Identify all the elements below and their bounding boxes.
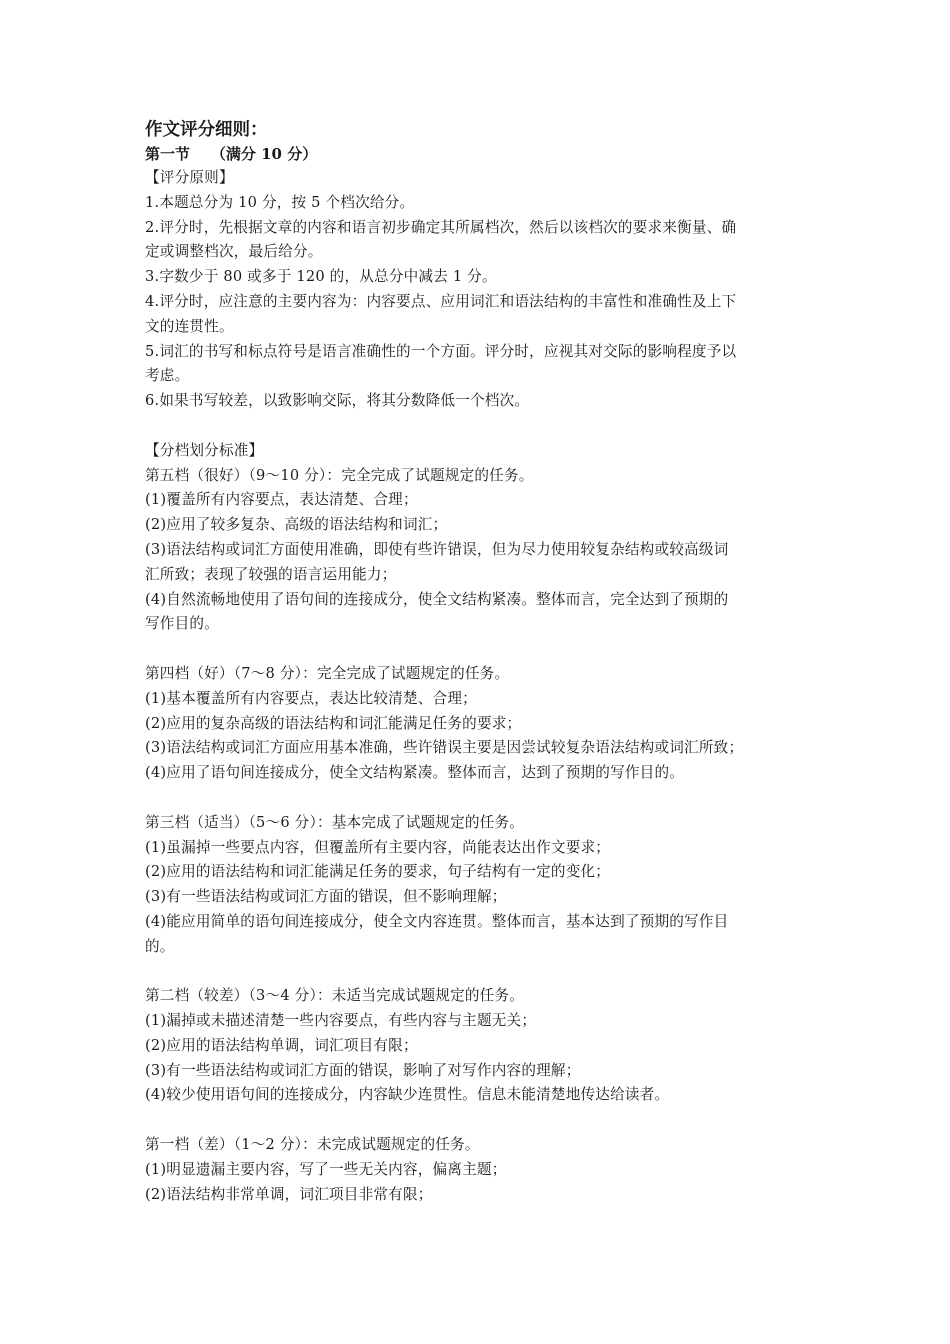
principle-line: 定或调整档次，最后给分。 [145,243,323,261]
principle-line: 文的连贯性。 [145,317,234,335]
grade-criterion: (2)语法结构非常单调，词汇项目非常有限； [145,1185,433,1203]
spacer [145,960,813,985]
grade-criterion: (3)有一些语法结构或词汇方面的错误，但不影响理解； [145,888,507,906]
grade-criterion: 写作目的。 [145,615,219,633]
spacer [145,637,813,662]
grade-criterion: (4)能应用简单的语句间连接成分，使全文内容连贯。整体而言，基本达到了预期的写作目 [145,912,729,930]
spacer [145,786,813,811]
grade-criterion: 汇所致；表现了较强的语言运用能力； [145,565,397,583]
grade-criterion: (3)有一些语法结构或词汇方面的错误，影响了对写作内容的理解； [145,1061,581,1079]
principle-line: 1.本题总分为 10 分，按 5 个档次给分。 [145,193,415,211]
principle-line: 3.字数少于 80 或多于 120 的，从总分中减去 1 分。 [145,268,497,286]
grade-criterion: (3)语法结构或词汇方面使用准确，即使有些许错误，但为尽力使用较复杂结构或较高级词 [145,540,729,558]
principle-line: 6.如果书写较差，以致影响交际，将其分数降低一个档次。 [145,392,530,410]
grade-heading: 第二档（较差）（3～4 分）：未适当完成试题规定的任务。 [145,987,525,1005]
principle-line: 2.评分时，先根据文章的内容和语言初步确定其所属档次，然后以该档次的要求来衡量、确 [145,218,737,236]
grade-criterion: (2)应用的复杂高级的语法结构和词汇能满足任务的要求； [145,714,522,732]
grade-criterion: (3)语法结构或词汇方面应用基本准确，些许错误主要是因尝试较复杂语法结构或词汇所致； [145,739,744,757]
grade-criterion: (4)自然流畅地使用了语句间的连接成分，使全文结构紧凑。整体而言，完全达到了预期的 [145,590,729,608]
grade-criterion: (2)应用了较多复杂、高级的语法结构和词汇； [145,516,448,534]
grade-heading: 第三档（适当）（5～6 分）：基本完成了试题规定的任务。 [145,813,525,831]
grade-criterion: (1)漏掉或未描述清楚一些内容要点，有些内容与主题无关； [145,1012,537,1030]
spacer [145,1108,813,1133]
grade-heading: 第五档（很好）（9～10 分）：完全完成了试题规定的任务。 [145,466,534,484]
document-page [145,118,813,1207]
principle-line: 4.评分时，应注意的主要内容为：内容要点、应用词汇和语法结构的丰富性和准确性及上下 [145,292,737,310]
section-heading: 第一节 （满分 10 分） [145,145,318,163]
grade-criterion: (4)应用了语句间连接成分，使全文结构紧凑。整体而言，达到了预期的写作目的。 [145,764,685,782]
spacer [145,414,813,439]
principle-line: 考虑。 [145,367,190,385]
grade-heading: 第一档（差）（1～2 分）：未完成试题规定的任务。 [145,1136,480,1154]
grade-criterion: (1)虽漏掉一些要点内容，但覆盖所有主要内容，尚能表达出作文要求； [145,838,611,856]
principle-line: 5.词汇的书写和标点符号是语言准确性的一个方面。评分时，应视其对交际的影响程度予以 [145,342,737,360]
grade-criterion: (4)较少使用语句间的连接成分，内容缺少连贯性。信息未能清楚地传达给读者。 [145,1086,670,1104]
grade-criterion: 的。 [145,937,175,955]
grade-criterion: (1)明显遗漏主要内容，写了一些无关内容，偏离主题； [145,1160,507,1178]
grade-criterion: (1)覆盖所有内容要点，表达清楚、合理； [145,491,418,509]
grade-criterion: (1)基本覆盖所有内容要点，表达比较清楚、合理； [145,689,477,707]
grade-criterion: (2)应用的语法结构单调，词汇项目有限； [145,1036,418,1054]
principles-heading: 【评分原则】 [145,169,234,186]
document-title: 作文评分细则： [145,120,268,140]
grade-heading: 第四档（好）（7～8 分）：完全完成了试题规定的任务。 [145,664,510,682]
standards-heading: 【分档划分标准】 [145,441,264,459]
grade-criterion: (2)应用的语法结构和词汇能满足任务的要求，句子结构有一定的变化； [145,863,611,881]
